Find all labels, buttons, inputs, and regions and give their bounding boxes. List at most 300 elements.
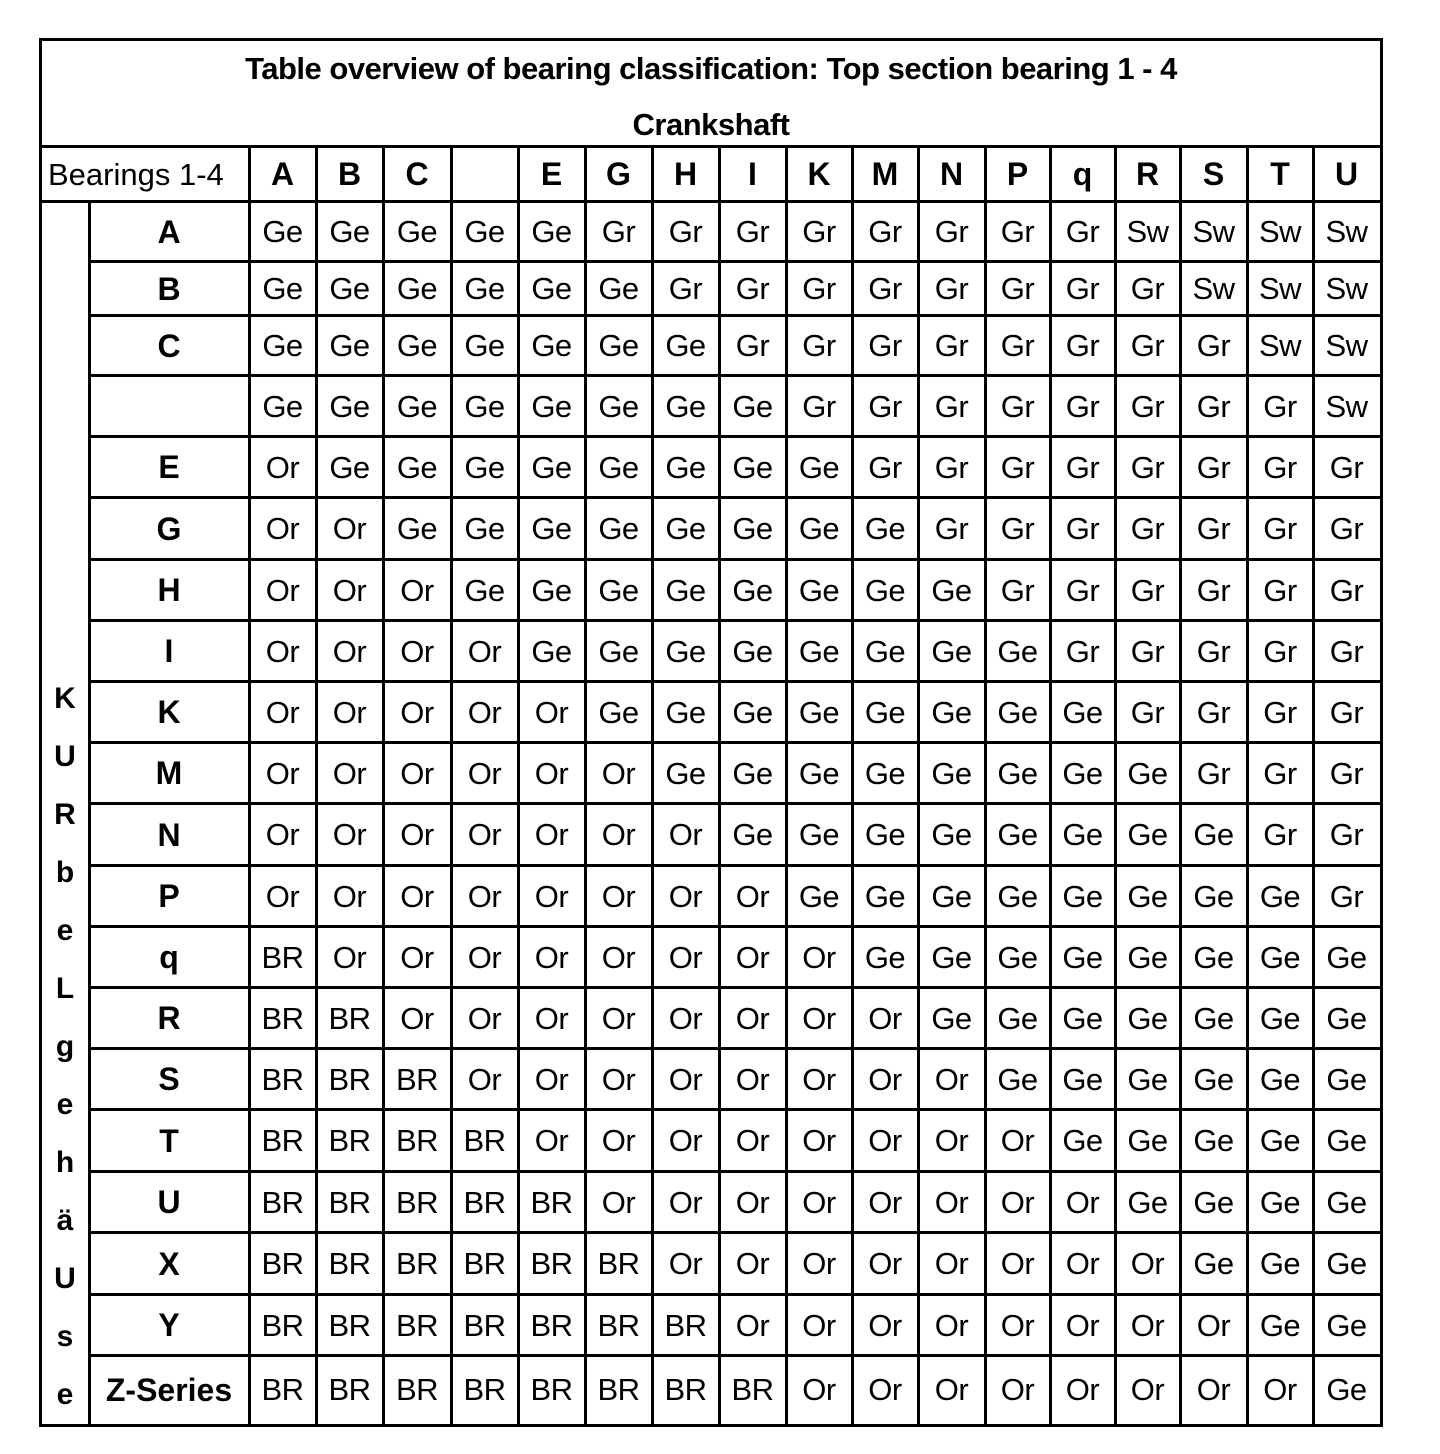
table-cell: Ge xyxy=(329,328,370,363)
table-cell: Ge xyxy=(997,878,1038,914)
table-cell: Gr xyxy=(1196,449,1231,485)
row-divider-line xyxy=(89,1293,1380,1296)
table-cell: Ge xyxy=(329,271,370,306)
table-cell: Ge xyxy=(1326,939,1367,975)
row-label: R xyxy=(157,1000,181,1036)
table-cell: Or xyxy=(467,633,502,669)
table-cell: Or xyxy=(868,1061,902,1097)
table-cell: Ge xyxy=(396,511,438,546)
table-cell: Gr xyxy=(1329,817,1364,852)
table-cell: Ge xyxy=(665,388,706,424)
table-cell: Ge xyxy=(931,633,972,669)
table-subtitle: Crankshaft xyxy=(632,107,790,142)
row-divider-line xyxy=(89,680,1380,683)
row-label: A xyxy=(157,213,181,250)
table-cell: BR xyxy=(395,1184,439,1220)
table-cell: Ge xyxy=(665,572,706,608)
table-cell: Gr xyxy=(1000,511,1035,546)
table-cell: Ge xyxy=(598,449,639,485)
column-divider-line xyxy=(584,147,587,1424)
table-cell: Or xyxy=(601,1061,636,1097)
table-cell: Ge xyxy=(396,388,438,424)
row-label: C xyxy=(157,327,181,364)
column-divider-line xyxy=(248,147,251,1424)
table-cell: Gr xyxy=(934,449,969,485)
column-header: T xyxy=(1270,156,1290,192)
table-cell: Or xyxy=(1130,1246,1165,1281)
table-cell: Or xyxy=(534,939,569,975)
table-cell: Ge xyxy=(1127,817,1168,852)
side-label-letter: g xyxy=(55,1030,75,1063)
table-cell: Ge xyxy=(1062,878,1103,914)
table-cell: BR xyxy=(395,1307,439,1343)
table-cell: Or xyxy=(265,572,300,608)
table-cell: Ge xyxy=(329,449,370,485)
column-header: H xyxy=(673,156,698,192)
table-cell: Ge xyxy=(931,878,972,914)
row-divider-line xyxy=(89,741,1380,744)
table-cell: Ge xyxy=(864,878,906,914)
table-cell: Ge xyxy=(864,511,906,546)
table-cell: BR xyxy=(328,1000,371,1036)
table-cell: Gr xyxy=(1263,755,1297,791)
table-cell: Ge xyxy=(732,572,773,608)
table-cell: Or xyxy=(1196,1307,1231,1343)
table-cell: Gr xyxy=(1130,572,1165,608)
table-cell: Or xyxy=(601,1184,636,1220)
table-cell: Or xyxy=(601,1000,636,1036)
table-cell: Ge xyxy=(396,328,438,363)
table-cell: Ge xyxy=(1193,1246,1234,1281)
table-cell: Or xyxy=(868,1307,902,1343)
table-cell: Gr xyxy=(1065,328,1100,363)
table-cell: Or xyxy=(934,1307,969,1343)
table-cell: Or xyxy=(802,1307,836,1343)
table-cell: Ge xyxy=(931,939,972,975)
table-cell: Gr xyxy=(1130,328,1165,363)
row-divider-line xyxy=(89,619,1380,622)
table-cell: BR xyxy=(597,1372,640,1407)
table-cell: Ge xyxy=(931,1000,972,1036)
table-cell: Or xyxy=(400,694,434,730)
table-cell: Ge xyxy=(396,271,438,306)
table-cell: Ge xyxy=(864,633,906,669)
table-cell: Ge xyxy=(464,388,505,424)
column-divider-line xyxy=(651,147,654,1424)
table-cell: Ge xyxy=(665,755,706,791)
table-cell: Or xyxy=(601,1123,636,1158)
table-cell: Ge xyxy=(598,511,639,546)
table-cell: Ge xyxy=(798,694,840,730)
table-cell: Or xyxy=(802,939,836,975)
table-cell: Gr xyxy=(1130,694,1165,730)
table-cell: Ge xyxy=(531,214,572,249)
table-cell: Or xyxy=(467,817,502,852)
table-cell: Ge xyxy=(1127,939,1168,975)
table-cell: Ge xyxy=(732,388,773,424)
row-label: B xyxy=(157,270,181,307)
table-cell: Gr xyxy=(1329,449,1364,485)
table-cell: Gr xyxy=(1196,633,1231,669)
table-cell: Or xyxy=(668,817,703,852)
table-cell: Ge xyxy=(1062,1123,1103,1158)
table-cell: Gr xyxy=(1329,633,1364,669)
row-label: P xyxy=(158,878,180,914)
table-cell: Or xyxy=(400,572,434,608)
table-cell: Or xyxy=(735,1246,770,1281)
table-cell: Ge xyxy=(864,572,906,608)
table-cell: Ge xyxy=(1259,1123,1301,1158)
table-cell: Ge xyxy=(997,1061,1038,1097)
row-label: Z-Series xyxy=(105,1371,233,1408)
table-cell: Ge xyxy=(864,939,906,975)
table-cell: Or xyxy=(668,878,703,914)
column-divider-line xyxy=(315,147,318,1424)
column-header: q xyxy=(1072,156,1093,192)
table-cell: Ge xyxy=(732,511,773,546)
table-cell: Or xyxy=(534,817,569,852)
table-cell: Or xyxy=(265,449,300,485)
column-header: G xyxy=(606,156,631,192)
table-cell: Or xyxy=(868,1246,902,1281)
table-cell: Sw xyxy=(1258,214,1302,249)
table-cell: Or xyxy=(265,633,300,669)
table-cell: Ge xyxy=(598,572,639,608)
table-cell: Ge xyxy=(1193,1184,1234,1220)
table-cell: Gr xyxy=(802,328,836,363)
table-cell: Ge xyxy=(531,328,572,363)
table-cell: Gr xyxy=(1130,388,1165,424)
table-cell: Or xyxy=(400,633,434,669)
table-cell: Gr xyxy=(1196,511,1231,546)
table-cell: Ge xyxy=(1062,1061,1103,1097)
table-cell: BR xyxy=(261,1246,304,1281)
table-cell: Ge xyxy=(1127,1184,1168,1220)
table-cell: Ge xyxy=(1062,939,1103,975)
table-cell: Sw xyxy=(1325,388,1368,424)
table-cell: Gr xyxy=(1196,388,1231,424)
table-cell: Or xyxy=(1000,1307,1035,1343)
column-divider-line xyxy=(1312,147,1315,1424)
side-label-letter: U xyxy=(54,740,76,773)
table-cell: Or xyxy=(332,694,367,730)
table-cell: Or xyxy=(802,1123,836,1158)
table-cell: Gr xyxy=(1263,694,1297,730)
table-cell: Ge xyxy=(931,572,972,608)
table-cell: Or xyxy=(1000,1123,1035,1158)
table-cell: Ge xyxy=(1259,878,1301,914)
table-cell: Ge xyxy=(931,817,972,852)
table-cell: Ge xyxy=(997,633,1038,669)
column-header: K xyxy=(807,156,831,192)
table-cell: BR xyxy=(261,1123,304,1158)
table-cell: Gr xyxy=(1263,633,1297,669)
table-cell: BR xyxy=(328,1184,371,1220)
side-label-divider-line xyxy=(88,202,91,1424)
table-cell: BR xyxy=(261,939,304,975)
table-cell: Gr xyxy=(1329,511,1364,546)
table-cell: Or xyxy=(467,755,502,791)
row-label: E xyxy=(158,449,180,485)
table-cell: Or xyxy=(668,1184,703,1220)
table-cell: Gr xyxy=(1196,694,1231,730)
table-cell: Ge xyxy=(665,449,706,485)
table-cell: Ge xyxy=(798,511,840,546)
table-cell: Ge xyxy=(997,817,1038,852)
table-cell: Or xyxy=(534,1123,569,1158)
table-cell: Gr xyxy=(1196,328,1231,363)
table-cell: Gr xyxy=(1065,214,1100,249)
row-divider-line xyxy=(89,1108,1380,1111)
table-cell: Ge xyxy=(864,755,906,791)
table-cell: Gr xyxy=(1329,572,1364,608)
table-cell: Ge xyxy=(864,817,906,852)
table-cell: Or xyxy=(265,755,300,791)
table-cell: Or xyxy=(1000,1372,1035,1407)
table-cell: Sw xyxy=(1192,214,1235,249)
table-cell: Ge xyxy=(531,449,572,485)
table-cell: Gr xyxy=(1263,817,1297,852)
table-cell: Ge xyxy=(396,214,438,249)
table-cell: Or xyxy=(1263,1372,1297,1407)
table-cell: Gr xyxy=(934,388,969,424)
table-cell: Ge xyxy=(798,878,840,914)
row-label: Y xyxy=(158,1307,180,1343)
table-cell: Ge xyxy=(798,755,840,791)
table-cell: Ge xyxy=(1326,1307,1367,1343)
table-cell: Gr xyxy=(1263,388,1297,424)
column-divider-line xyxy=(382,147,385,1424)
row-divider-line xyxy=(89,314,1380,317)
table-cell: Ge xyxy=(464,214,505,249)
table-cell: Or xyxy=(265,511,300,546)
table-cell: Gr xyxy=(735,271,770,306)
table-cell: Ge xyxy=(1259,1246,1301,1281)
table-cell: Ge xyxy=(1127,1061,1168,1097)
table-cell: Ge xyxy=(1127,878,1168,914)
table-cell: Or xyxy=(735,939,770,975)
table-cell: BR xyxy=(530,1372,573,1407)
table-cell: Gr xyxy=(868,214,902,249)
column-divider-line xyxy=(1049,147,1052,1424)
table-cell: Gr xyxy=(601,214,636,249)
table-cell: Ge xyxy=(262,214,303,249)
table-cell: Gr xyxy=(668,214,703,249)
table-cell: Ge xyxy=(665,633,706,669)
table-cell: Gr xyxy=(1065,511,1100,546)
row-divider-line xyxy=(89,1170,1380,1173)
table-cell: BR xyxy=(395,1246,439,1281)
table-cell: Ge xyxy=(665,328,706,363)
table-cell: BR xyxy=(597,1307,640,1343)
column-divider-line xyxy=(1246,147,1249,1424)
row-divider-line xyxy=(89,435,1380,438)
table-cell: Or xyxy=(534,1000,569,1036)
row-label: M xyxy=(155,755,183,791)
table-cell: Or xyxy=(668,1123,703,1158)
table-cell: Gr xyxy=(1065,449,1100,485)
table-cell: Ge xyxy=(732,694,773,730)
table-cell: Gr xyxy=(1065,572,1100,608)
table-cell: Gr xyxy=(1130,633,1165,669)
table-cell: Or xyxy=(467,1061,502,1097)
table-cell: BR xyxy=(261,1061,304,1097)
column-header: S xyxy=(1202,156,1225,192)
table-cell: Ge xyxy=(262,271,303,306)
column-header: M xyxy=(871,156,899,192)
table-cell: Ge xyxy=(931,755,972,791)
table-cell: Ge xyxy=(1193,939,1234,975)
column-header: B xyxy=(337,156,362,192)
side-label-letter: b xyxy=(55,856,75,889)
row-divider-line xyxy=(89,986,1380,989)
table-cell: Or xyxy=(400,878,434,914)
table-cell: Or xyxy=(332,878,367,914)
table-cell: Or xyxy=(802,1184,836,1220)
table-cell: Ge xyxy=(1193,1123,1234,1158)
table-cell: Ge xyxy=(598,328,639,363)
column-header xyxy=(451,147,518,202)
table-cell: Or xyxy=(868,1123,902,1158)
table-cell: Ge xyxy=(1326,1061,1367,1097)
table-cell: Or xyxy=(467,939,502,975)
side-label-letter: e xyxy=(56,1088,74,1121)
column-header: C xyxy=(405,156,429,192)
table-cell: Or xyxy=(802,1246,836,1281)
table-cell: Gr xyxy=(668,271,703,306)
table-cell: Or xyxy=(1000,1246,1035,1281)
table-cell: Or xyxy=(1130,1307,1165,1343)
table-cell: Gr xyxy=(1263,511,1297,546)
table-cell: Ge xyxy=(1326,1184,1367,1220)
table-cell: Gr xyxy=(1065,388,1100,424)
table-cell: Gr xyxy=(868,271,902,306)
table-cell: Ge xyxy=(1193,1061,1234,1097)
table-cell: Sw xyxy=(1325,328,1368,363)
table-cell: Ge xyxy=(997,1000,1038,1036)
table-cell: Or xyxy=(1000,1184,1035,1220)
row-label: I xyxy=(164,633,174,669)
row-divider-line xyxy=(89,864,1380,867)
table-cell: Or xyxy=(467,694,502,730)
column-divider-line xyxy=(785,147,788,1424)
table-cell: Or xyxy=(332,817,367,852)
table-cell: Ge xyxy=(732,817,773,852)
table-cell: Gr xyxy=(1000,328,1035,363)
column-divider-line xyxy=(917,147,920,1424)
table-cell: Or xyxy=(668,1000,703,1036)
table-cell: Ge xyxy=(732,449,773,485)
table-cell: Or xyxy=(934,1123,969,1158)
table-cell: BR xyxy=(463,1123,506,1158)
table-cell: Ge xyxy=(1326,1372,1367,1407)
table-cell: Ge xyxy=(1062,755,1103,791)
table-cell: Or xyxy=(934,1372,969,1407)
table-cell: Or xyxy=(735,878,770,914)
side-label-letter: R xyxy=(54,798,76,831)
table-cell: Ge xyxy=(262,388,303,424)
table-cell: BR xyxy=(463,1307,506,1343)
table-cell: BR xyxy=(530,1246,573,1281)
table-cell: Or xyxy=(735,1000,770,1036)
table-cell: BR xyxy=(261,1372,304,1407)
side-label-letter: U xyxy=(54,1262,76,1295)
table-cell: BR xyxy=(731,1372,774,1407)
table-cell: Gr xyxy=(802,271,836,306)
table-cell: Or xyxy=(735,1184,770,1220)
table-cell: Ge xyxy=(464,328,505,363)
table-cell: Ge xyxy=(665,511,706,546)
row-label: T xyxy=(159,1122,179,1159)
table-cell: Gr xyxy=(1000,214,1035,249)
table-cell: Gr xyxy=(934,214,969,249)
table-cell: Or xyxy=(400,817,434,852)
table-cell: Or xyxy=(332,511,367,546)
column-header: A xyxy=(270,156,295,192)
row-label: X xyxy=(158,1245,180,1282)
table-cell: Ge xyxy=(1127,1123,1168,1158)
table-cell: Ge xyxy=(531,572,572,608)
table-cell: Ge xyxy=(798,449,840,485)
table-cell: Ge xyxy=(798,817,840,852)
table-cell: Or xyxy=(735,1123,770,1158)
table-cell: Or xyxy=(332,939,367,975)
table-cell: BR xyxy=(463,1372,506,1407)
table-cell: Gr xyxy=(1065,633,1100,669)
table-cell: Or xyxy=(1065,1246,1100,1281)
table-cell: Or xyxy=(534,694,569,730)
column-header: P xyxy=(1006,156,1029,192)
table-cell: Or xyxy=(735,1061,770,1097)
table-cell: Ge xyxy=(732,633,773,669)
table-cell: Ge xyxy=(464,449,505,485)
table-cell: Or xyxy=(868,1184,902,1220)
table-cell: Gr xyxy=(802,388,836,424)
table-cell: Ge xyxy=(464,511,505,546)
table-cell: Or xyxy=(467,1000,502,1036)
table-cell: Or xyxy=(534,878,569,914)
header-label: Bearings 1-4 xyxy=(48,156,224,192)
table-cell: Gr xyxy=(1000,271,1035,306)
table-cell: Gr xyxy=(1263,572,1297,608)
row-label: U xyxy=(157,1184,181,1220)
row-divider-line xyxy=(89,496,1380,499)
table-cell: Gr xyxy=(1130,271,1165,306)
row-divider-line xyxy=(89,925,1380,928)
table-cell: Gr xyxy=(1130,511,1165,546)
table-cell: Or xyxy=(332,755,367,791)
row-divider-line xyxy=(89,1231,1380,1234)
table-cell: BR xyxy=(328,1246,371,1281)
column-header: U xyxy=(1334,156,1359,192)
column-header: N xyxy=(939,156,964,192)
table-cell: Gr xyxy=(735,328,770,363)
table-cell: Ge xyxy=(997,694,1038,730)
table-title: Table overview of bearing classification: Top section bearing 1 - 4 xyxy=(245,51,1177,86)
table-cell: Ge xyxy=(329,388,370,424)
table-cell: Ge xyxy=(1259,1061,1301,1097)
side-label xyxy=(42,670,88,1424)
table-cell: Ge xyxy=(1259,1184,1301,1220)
table-cell: Gr xyxy=(1329,694,1364,730)
table-cell: Or xyxy=(868,1000,902,1036)
table-cell: BR xyxy=(395,1372,439,1407)
table-cell: Ge xyxy=(531,633,572,669)
table-cell: Or xyxy=(467,878,502,914)
table-cell: Or xyxy=(1130,1372,1165,1407)
table-cell: Gr xyxy=(1000,572,1035,608)
table-cell: BR xyxy=(463,1184,506,1220)
